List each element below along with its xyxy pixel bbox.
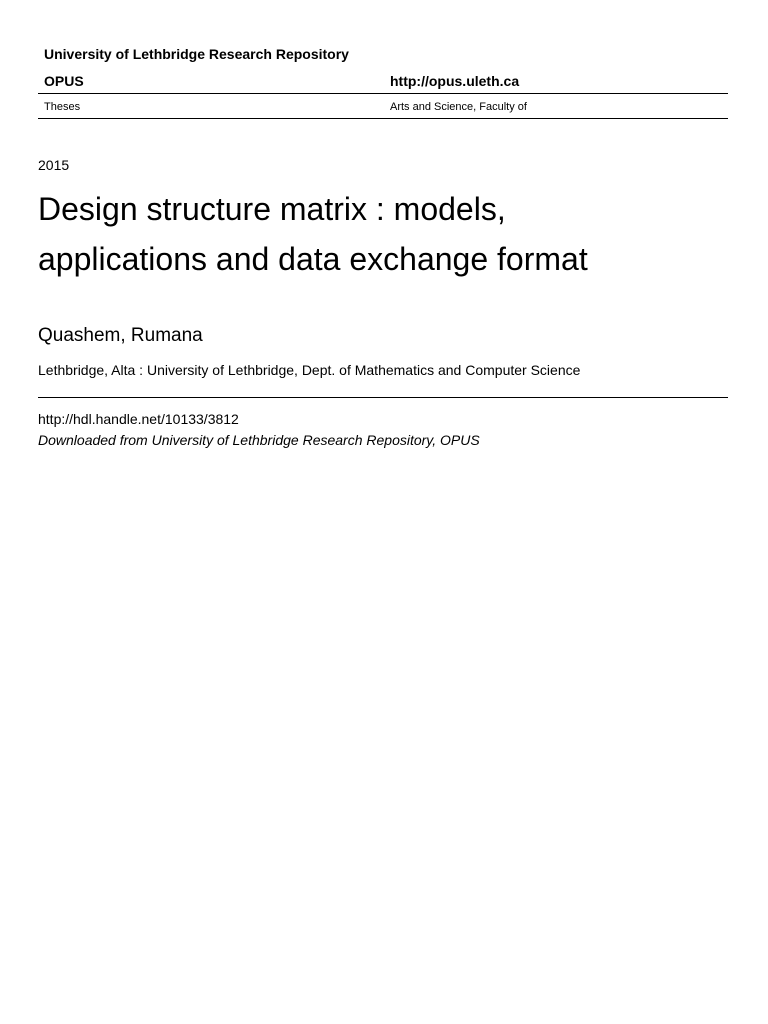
divider: [38, 397, 728, 398]
header-row-collection: [38, 70, 728, 94]
collection-name: OPUS: [44, 73, 84, 89]
document-title-line-1: Design structure matrix : models,: [38, 191, 506, 227]
download-note: Downloaded from University of Lethbridge Research Repository, OPUS: [38, 432, 480, 448]
author-name: Quashem, Rumana: [38, 325, 203, 346]
handle-link[interactable]: http://hdl.handle.net/10133/3812: [38, 411, 239, 427]
document-title-line-2: applications and data exchange format: [38, 241, 588, 277]
publisher-info: Lethbridge, Alta : University of Lethbridge, Dept. of Mathematics and Computer Science: [38, 362, 581, 378]
repository-url-link[interactable]: http://opus.uleth.ca: [390, 73, 520, 89]
header-row-category: [38, 95, 728, 119]
document-title: [38, 184, 728, 284]
repository-name: University of Lethbridge Research Repository: [44, 46, 349, 62]
faculty-name: Arts and Science, Faculty of: [390, 101, 527, 113]
item-type: Theses: [44, 101, 81, 113]
publication-year: 2015: [38, 157, 70, 173]
